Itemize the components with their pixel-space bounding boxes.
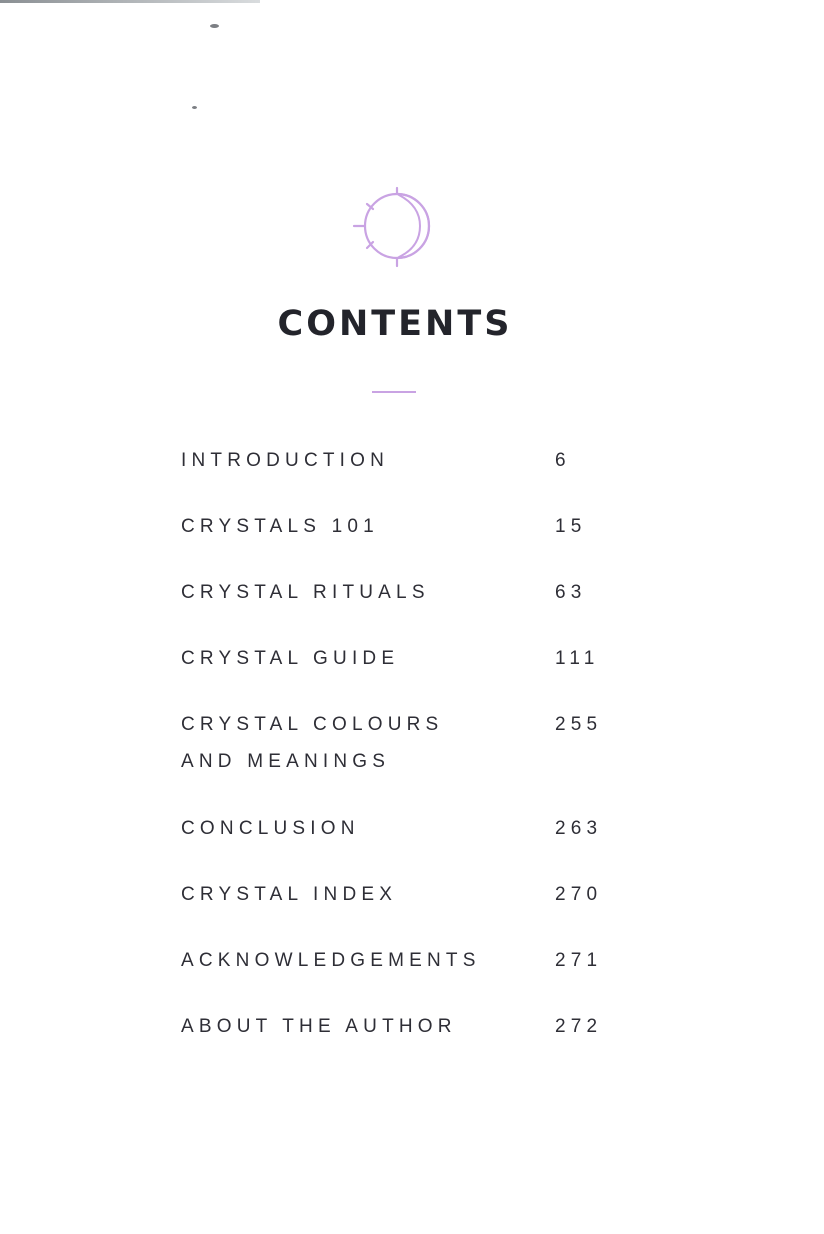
- scan-speck: [210, 24, 219, 28]
- toc-entry-title: CRYSTAL INDEX: [181, 884, 398, 905]
- toc-entry-page: 271: [555, 950, 603, 971]
- page-title: CONTENTS: [277, 304, 513, 344]
- toc-entry-title: CONCLUSION: [181, 818, 360, 839]
- toc-entry-page: 15: [555, 516, 587, 537]
- toc-entry-page: 111: [555, 648, 600, 669]
- toc-entry-page: 63: [555, 582, 587, 603]
- scan-speck: [192, 106, 197, 109]
- toc-entry-title: ABOUT THE AUTHOR: [181, 1016, 457, 1037]
- page-scan-edge: [0, 0, 260, 3]
- toc-entry-page: 272: [555, 1016, 603, 1037]
- toc-entry-page: 263: [555, 818, 603, 839]
- toc-entry-title: INTRODUCTION: [181, 450, 390, 471]
- toc-entry-page: 270: [555, 884, 603, 905]
- toc-entry-title: CRYSTAL GUIDE: [181, 648, 400, 669]
- title-divider: [372, 391, 416, 393]
- toc-entry-title: ACKNOWLEDGEMENTS: [181, 950, 481, 971]
- toc-entry-title: CRYSTALS 101: [181, 516, 379, 537]
- toc-entry-title: CRYSTAL COLOURS AND MEANINGS: [181, 714, 444, 772]
- toc-entry-page: 255: [555, 714, 603, 735]
- sun-moon-icon: [350, 186, 436, 270]
- toc-entry-page: 6: [555, 450, 571, 471]
- toc-entry-title: CRYSTAL RITUALS: [181, 582, 430, 603]
